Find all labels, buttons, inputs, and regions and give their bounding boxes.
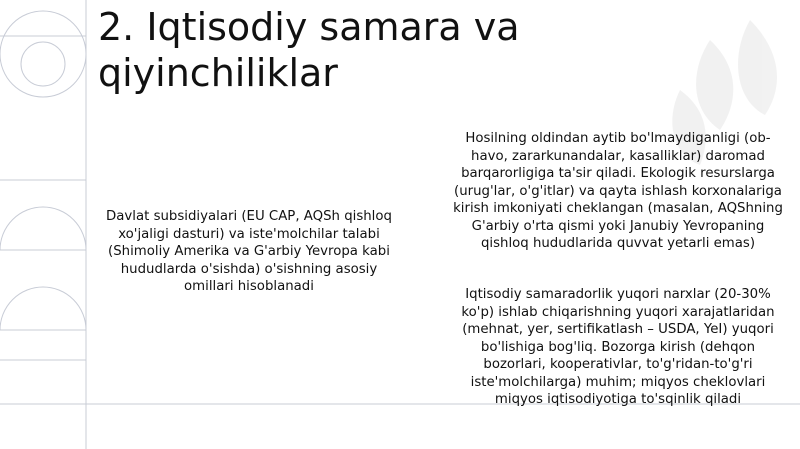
deco-circle-small	[21, 42, 65, 86]
right-text-block-1: Hosilning oldindan aytib bo'lmaydiganligi (ob-havo, zararkunandalar, kasalliklar) daromad barqarorligiga ta'sir qiladi. Ekologik resurslarga (urug'lar, o'g'itlar) va qayta ishlash korxonalariga kirish imkoniyati cheklangan (masalan, AQShning G'arbiy o'rta qismi yoki Janubiy Yevropaning qishloq hududlarida quvvat yetarli emas)	[453, 131, 783, 251]
right-text-block-2: Iqtisodiy samaradorlik yuqori narxlar (20-30% ko'p) ishlab chiqarishning yuqori xarajatlaridan (mehnat, yer, sertifikatlash – USDA, YeI) yuqori bo'lishiga bog'liq. Bozorga kirish (dehqon bozorlari, kooperativlar, to'g'ridan-to'g'ri iste'molchilarga) muhim; miqyos cheklovlari miqyos iqtisodiyotiga to'sqinlik qiladi	[461, 287, 775, 407]
deco-arc-1	[0, 207, 86, 250]
slide-title: 2. Iqtisodiy samara va qiyinchiliklar	[98, 5, 520, 95]
deco-arc-2	[0, 287, 86, 330]
left-text-block: Davlat subsidiyalari (EU CAP, AQSh qishloq xo'jaligi dasturi) va iste'molchilar talabi (Shimoliy Amerika va G'arbiy Yevropa kabi hududlarda o'sishda) o'sishning asosiy omillari hisoblanadi	[106, 209, 392, 294]
deco-circle-large	[0, 11, 86, 97]
